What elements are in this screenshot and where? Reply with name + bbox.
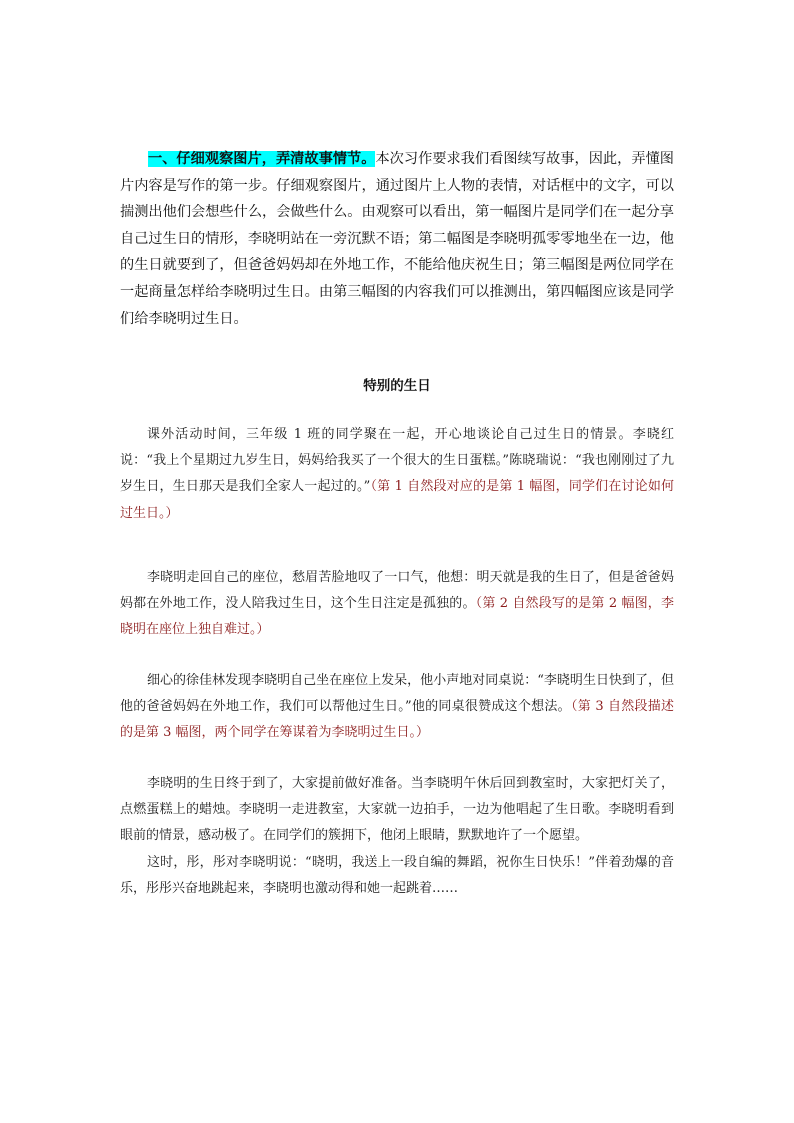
- paragraph-2-text: 李晓明走回自己的座位，愁眉苦脸地叹了一口气，他想：明天就是我的生日了，但是爸爸妈妈都在外地工作，没人陪我过生日，这个生日注定是孤独的。: [120, 570, 674, 612]
- story-paragraph-4: [120, 771, 674, 850]
- intro-heading-highlight: 一、仔细观察图片，弄清故事情节。: [148, 151, 376, 167]
- intro-paragraph: [120, 146, 674, 332]
- paragraph-1-note: （第 1 自然段对应的是第 1 幅图，同学们在讨论如何过生日。）: [120, 479, 674, 521]
- paragraph-3-note: （第 3 自然段描述的是第 3 幅图，两个同学在筹谋着为李晓明过生日。）: [120, 699, 674, 741]
- intro-body-text: 本次习作要求我们看图续写故事，因此，弄懂图片内容是写作的第一步。仔细观察图片，通过图片上人物的表情，对话框中的文字，可以揣测出他们会想些什么，会做些什么。由观察可以看出，第一幅图片是同学们在一起分享自己过生日的情形，李晓明站在一旁沉默不语；第二幅图是李晓明孤零零地坐在一边，他的生日就要到了，但爸爸妈妈却在外地工作，不能给他庆祝生日；第三幅图是两位同学在一起商量怎样给李晓明过生日。由第三幅图的内容我们可以推测出，第四幅图应该是同学们给李晓明过生日。: [120, 151, 674, 327]
- story-paragraph-3: [120, 668, 674, 747]
- paragraph-2-note: （第 2 自然段写的是第 2 幅图，李晓明在座位上独自难过。）: [120, 596, 674, 638]
- story-paragraph-5: [120, 850, 674, 902]
- story-paragraph-1: [120, 422, 674, 527]
- story-paragraph-2: [120, 565, 674, 644]
- paragraph-5-text: 这时，彤，彤对李晓明说：“晓明，我送上一段自编的舞蹈，祝你生日快乐！”伴着劲爆的音乐，彤彤兴奋地跳起来，李晓明也激动得和她一起跳着……: [120, 855, 674, 897]
- story-title: 特别的生日: [363, 378, 431, 394]
- paragraph-3-text: 细心的徐佳林发现李晓明自己坐在座位上发呆，他小声地对同桌说：“李晓明生日快到了，但他的爸爸妈妈在外地工作，我们可以帮他过生日。”他的同桌很赞成这个想法。: [120, 673, 674, 715]
- paragraph-1-text: 课外活动时间，三年级 1 班的同学聚在一起，开心地谈论自己过生日的情景。李晓红说：“我上个星期过九岁生日，妈妈给我买了一个很大的生日蛋糕。”陈晓瑞说：“我也刚刚过了九岁生日，生日那天是我们全家人一起过的。”: [120, 427, 674, 495]
- paragraph-4-text: 李晓明的生日终于到了，大家提前做好准备。当李晓明午休后回到教室时，大家把灯关了，点燃蛋糕上的蜡烛。李晓明一走进教室，大家就一边拍手，一边为他唱起了生日歌。李晓明看到眼前的情景，感动极了。在同学们的簇拥下，他闭上眼睛，默默地许了一个愿望。: [120, 776, 674, 844]
